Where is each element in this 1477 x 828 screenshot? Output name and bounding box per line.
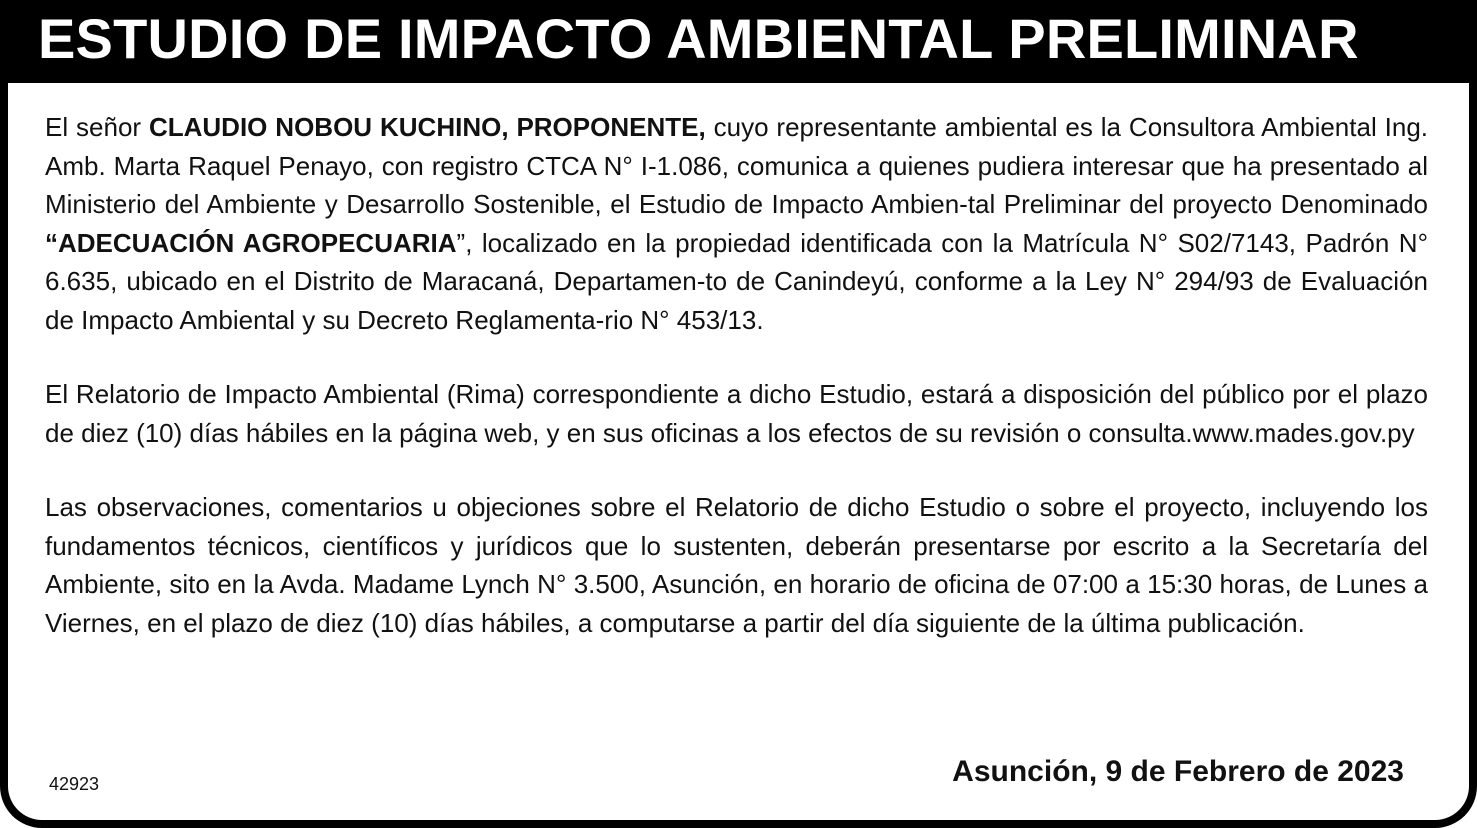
project-name: “ADECUACIÓN AGROPECUARIA [45,227,457,258]
paragraph-announcement [45,108,1428,339]
publication-date: Asunción, 9 de Febrero de 2023 [952,755,1404,788]
paragraph-announcement-text-1: El señor [45,112,149,142]
paragraph-announcement-text-2: cuyo representante ambiental es la Consultora Ambiental Ing. Amb. Marta Raquel Penayo, con registro CTCA N° I-1.086, comunica a quienes pudiera interesar que ha presentado al Ministerio del Ambiente y Desarrollo Sostenible, el Estudio de Impacto Ambien-tal Preliminar del proyecto Denominado [45,112,1429,219]
proponent-name: CLAUDIO NOBOU KUCHINO, PROPONENTE, [148,112,706,142]
notice-body [45,108,1428,678]
reference-number: 42923 [49,774,100,794]
notice-title: ESTUDIO DE IMPACTO AMBIENTAL PRELIMINAR [38,7,1359,70]
title-banner [0,0,1477,83]
paragraph-announcement-text-3: ”, localizado en la propiedad identificada con la Matrícula N° S02/7143, Padrón N° 6.635, ubicado en el Distrito de Maracaná, Departamen-to de Canindeyú, conforme a la Ley N° 294/93 de Evaluación de Impacto Ambiental y su Decreto Reglamenta-rio N° 453/13. [45,227,1428,335]
paragraph-rima-availability: El Relatorio de Impacto Ambiental (Rima) correspondiente a dicho Estudio, estará a disposición del público por el plazo de diez (10) días hábiles en la página web, y en sus oficinas a los efectos de su revisión o consulta.www.mades.gov.py [45,379,1428,448]
paragraph-observations: Las observaciones, comentarios u objeciones sobre el Relatorio de dicho Estudio o sobre el proyecto, incluyendo los fundamentos técnicos, científicos y jurídicos que lo sustenten, deberán presentarse por escrito a la Secretaría del Ambiente, sito en la Avda. Madame Lynch N° 3.500, Asunción, en horario de oficina de 07:00 a 15:30 horas, de Lunes a Viernes, en el plazo de diez (10) días hábiles, a computarse a partir del día siguiente de la última publicación. [45,492,1428,638]
